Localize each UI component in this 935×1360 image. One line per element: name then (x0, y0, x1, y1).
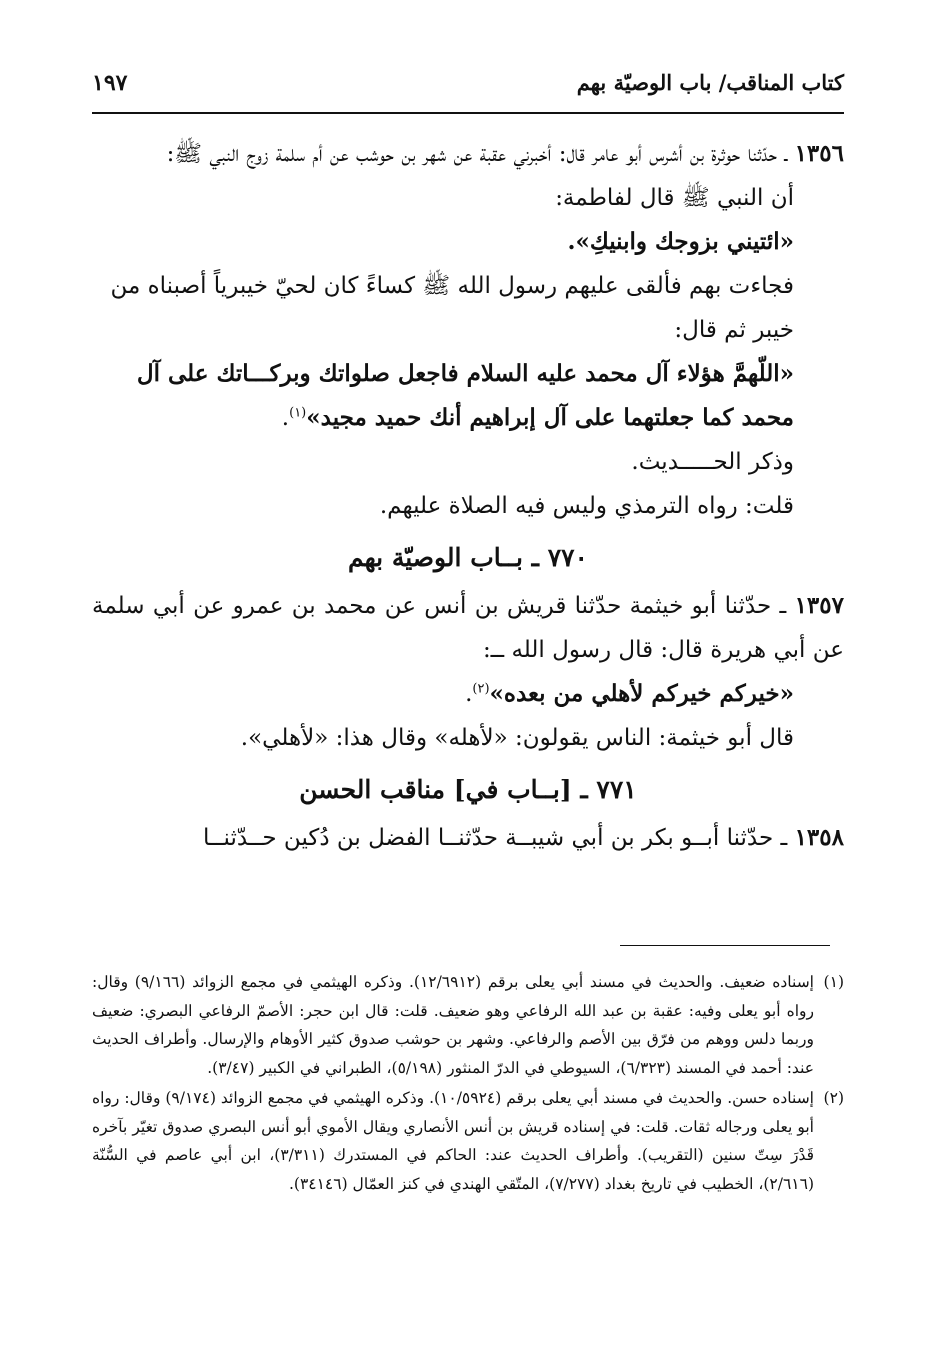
hadith-number: ١٣٥٧ (794, 592, 844, 619)
footnote-text: إسناده حسن. والحديث في مسند أبي يعلى برقم (١٠/٥٩٢٤). وذكره الهيثمي في مجمع الزوائد (٩/١٧٤) وقال: رواه أبو يعلى ورجاله ثقات. قلت: في إسناده قريش بن أنس الأنصاري ويقال الأموي أبو أنس البصري صدوق تغيّر بآخره قَدْرَ سِتّ سنين (التقريب). وأطراف الحديث عند: الحاكم في المستدرك (٣/٣١١)، ابن أبي عاصم في السُّنّة (٢/٦١٦)، الخطيب في تاريخ بغداد (٧/٢٧٧)، المتّقي الهندي في كنز العمّال (٣٤١٤٦). (92, 1089, 814, 1193)
footnote-2 (92, 1084, 844, 1198)
header-divider (92, 112, 844, 114)
footnote-ref-1[interactable]: (١) (289, 405, 307, 421)
hadith-1358-isnad: ١٣٥٨ ـ حدّثنا أبــو بكر بن أبي شيبــة حدّثنــا الفضل بن دُكين حــدّثنــا (203, 824, 844, 851)
page-number: ١٩٧ (92, 70, 128, 96)
hadith-1356-quote-prayer: «اللّهمَّ هؤلاء آل محمد عليه السلام فاجعل صلواتك وبركـــاتك على آل محمد كما جعلتهما على آل إبراهيم أنك حميد مجيد»$^{(١)}$. (136, 360, 794, 431)
hadith-number: ١٣٥٨ (794, 824, 844, 851)
hadith-1356-isnad: ١٣٥٦ ـ حدّثنا حوثرة بن أشرس أبو عامر قال: أخبرني عقبة عن شهر بن حوشب عن أم سلمة زوج النبي ﷺ: (166, 140, 844, 167)
hadith-1357-isnad: ١٣٥٧ ـ حدّثنا أبو خيثمة حدّثنا قريش بن أنس عن محمد بن عمرو عن أبي سلمة عن أبي هريرة قال: قال رسول الله ــ: (92, 592, 844, 663)
chapter-heading-771: ٧٧١ ـ [بــاب في] مناقب الحسن (299, 775, 637, 804)
hadith-1356-dhikr: وذكر الحـــــديث. (631, 449, 794, 475)
hadith-1356-line: أن النبي ﷺ قال لفاطمة: (555, 185, 794, 211)
running-title: كتاب المناقب/ باب الوصيّة بهم (576, 70, 844, 95)
chapter-heading-770: ٧٧٠ ـ بــاب الوصيّة بهم (348, 543, 588, 572)
hadith-number: ١٣٥٦ (794, 140, 844, 167)
hadith-1356-qult: قلت: رواه الترمذي وليس فيه الصلاة عليهم. (379, 493, 794, 519)
main-text (92, 132, 844, 860)
footnote-mark: (١) (823, 973, 844, 991)
footnote-1 (92, 968, 844, 1082)
hadith-1357-quote: «خيركم خيركم لأهلي من بعده»$^{(٢)}$. (465, 680, 794, 707)
footnote-mark: (٢) (823, 1089, 844, 1107)
footnote-text: إسناده ضعيف. والحديث في مسند أبي يعلى برقم (١٢/٦٩١٢). وذكره الهيثمي في مجمع الزوائد (٩/١٦٦) وقال: رواه أبو يعلى وفيه: عقبة بن عبد الله الرفاعي وهو ضعيف. قلت: قال ابن حجر: الأصمّ الرفاعي البصري: ضعيف وربما دلس ووهم من فرّق بين الأصم والرفاعي. وشهر بن حوشب صدوق كثير الأوهام والإرسال. وأطراف الحديث عند: أحمد في المسند (٦/٣٢٣)، السيوطي في الدرّ المنثور (٥/١٩٨)، الطبراني في الكبير (٣/٤٧). (92, 973, 814, 1077)
page-header (92, 70, 844, 110)
hadith-1356-quote: «ائتيني بزوجك وابنيكِ». (567, 228, 794, 255)
hadith-1356-narration: فجاءت بهم فألقى عليهم رسول الله ﷺ كساءً كان لحيّ خيبرياً أصبناه من خيبر ثم قال: (110, 273, 794, 343)
footnotes (92, 968, 844, 1200)
footnote-ref-2[interactable]: (٢) (472, 681, 490, 697)
footnote-divider (620, 945, 830, 946)
hadith-1357-comment: قال أبو خيثمة: الناس يقولون: «لأهله» وقال هذا: «لأهلي». (240, 725, 794, 751)
